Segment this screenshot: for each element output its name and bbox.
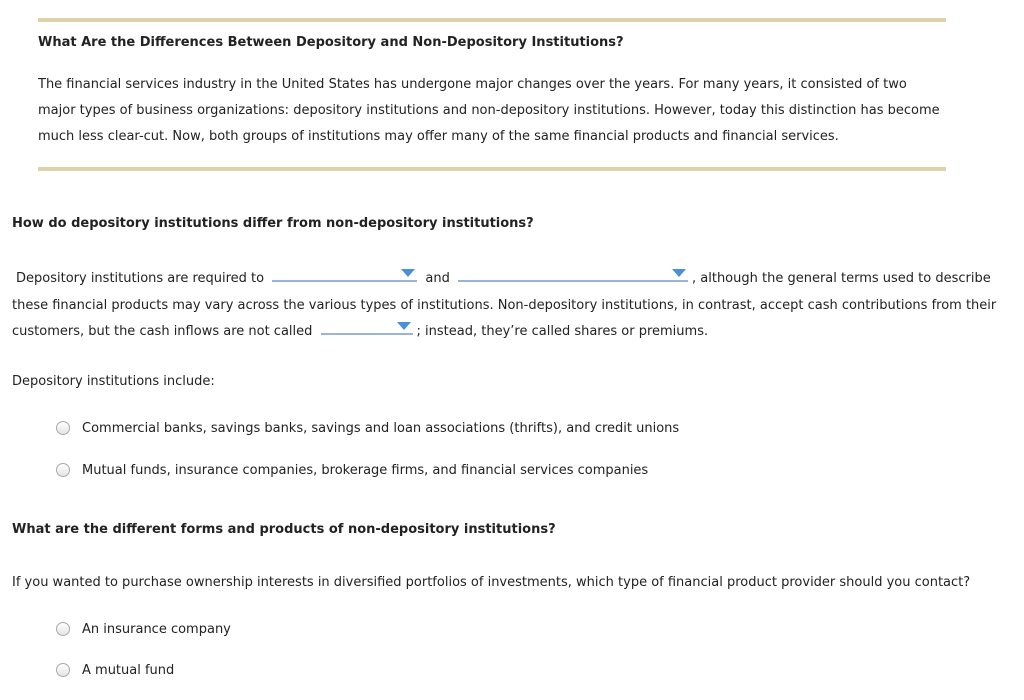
chevron-down-icon bbox=[401, 269, 415, 277]
chevron-down-icon bbox=[397, 322, 411, 330]
q2-option-2-label: A mutual fund bbox=[82, 662, 175, 678]
top-divider bbox=[38, 18, 946, 22]
dropdown-2[interactable] bbox=[458, 266, 688, 282]
q1-option-1-label: Commercial banks, savings banks, savings and loan associations (thrifts), and credit unions bbox=[82, 420, 680, 436]
q1-option-1[interactable] bbox=[56, 418, 679, 438]
q2-option-1-label: An insurance company bbox=[82, 621, 231, 637]
radio-button[interactable] bbox=[56, 622, 70, 636]
chevron-down-icon bbox=[672, 269, 686, 277]
dropdown-1[interactable] bbox=[272, 266, 417, 282]
dropdown-3[interactable] bbox=[321, 319, 413, 335]
paragraph-segment-2: and bbox=[425, 271, 450, 286]
institutions-include-label: Depository institutions include: bbox=[12, 374, 215, 389]
q1-option-2-label: Mutual funds, insurance companies, brokerage firms, and financial services companies bbox=[82, 462, 649, 478]
q2-option-1[interactable] bbox=[56, 619, 231, 639]
radio-button[interactable] bbox=[56, 463, 70, 477]
paragraph-segment-1: Depository institutions are required to bbox=[16, 271, 265, 286]
question-1-title: How do depository institutions differ from non-depository institutions? bbox=[12, 216, 534, 231]
intro-title: What Are the Differences Between Depository and Non-Depository Institutions? bbox=[38, 35, 624, 50]
radio-button[interactable] bbox=[56, 421, 70, 435]
paragraph-segment-4: ; instead, they’re called shares or premiums. bbox=[416, 324, 709, 339]
bottom-divider bbox=[38, 167, 946, 171]
question-2-title: What are the different forms and products of non-depository institutions? bbox=[12, 522, 556, 537]
question-2-prompt: If you wanted to purchase ownership interests in diversified portfolios of investments, which type of financial product provider should you contact? bbox=[12, 575, 971, 590]
intro-body: The financial services industry in the United States has undergone major changes over the years. For many years, it consisted of two major types of business organizations: depository institutions and non-depository institutions. However, today this distinction has become much less clear-cut. Now, both groups of institutions may offer many of the same financial products and financial services. bbox=[38, 77, 940, 144]
fill-in-paragraph bbox=[12, 266, 1017, 346]
q1-option-2[interactable] bbox=[56, 460, 648, 480]
q2-option-2[interactable] bbox=[56, 660, 174, 680]
paragraph-segment-3: , although the general terms used to describe these financial products may vary across the various types of institutions. Non-depository institutions, in contrast, accept cash contributions from their customers, but the cash inflows are not called bbox=[12, 271, 997, 339]
radio-button[interactable] bbox=[56, 663, 70, 677]
